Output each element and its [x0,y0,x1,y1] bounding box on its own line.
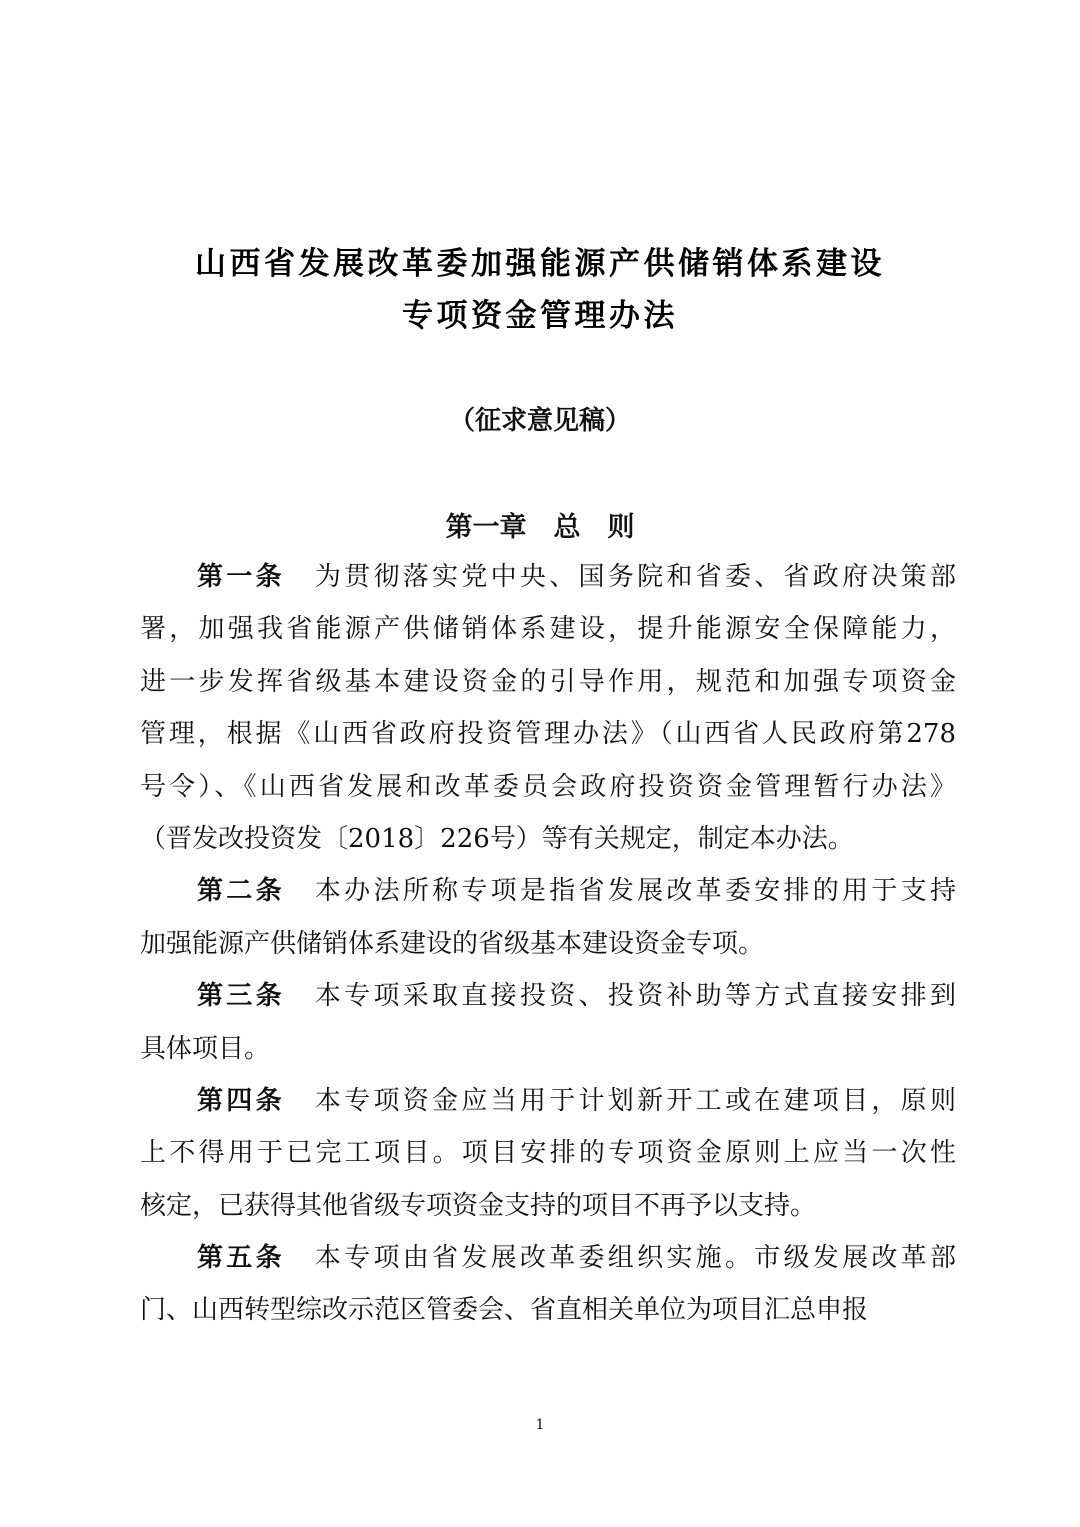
article-text: 为贯彻落实党中央、国务院和省委、省政府决策部 [314,562,956,592]
article-text: 本专项资金应当用于计划新开工或在建项目，原则 [314,1085,956,1116]
article-text: 具体项目。 [140,1033,271,1064]
article-text: 管理，根据《山西省政府投资管理办法》（山西省人民政府第278 [140,719,956,750]
article-label: 第四条 [197,1085,285,1116]
article-text: 加强能源产供储销体系建设的省级基本建设资金专项。 [140,928,765,959]
article-label: 第二条 [197,876,285,907]
article-line [140,1232,956,1284]
chapter-heading: 第一章 总 则 [445,512,635,543]
article-label: 第三条 [197,981,285,1012]
article-label: 第一条 [197,562,285,592]
article-text: 门、山西转型综改示范区管委会、省直相关单位为项目汇总申报 [140,1295,869,1326]
article-line [140,1023,956,1075]
article-text: 核定，已获得其他省级专项资金支持的项目不再予以支持。 [140,1190,817,1221]
article-line [140,865,956,917]
article-line [140,813,956,865]
article-line [140,1180,956,1232]
document-subtitle: （征求意见稿） [448,406,631,436]
article-label: 第五条 [197,1243,285,1274]
document-body [140,551,956,1337]
article-line [140,761,956,813]
article-text: 署，加强我省能源产供储销体系建设，提升能源安全保障能力， [140,614,956,645]
article-text: 进一步发挥省级基本建设资金的引导作用，规范和加强专项资金 [140,666,956,697]
article-line [140,656,956,708]
article-text: 本办法所称专项是指省发展改革委安排的用于支持 [314,876,956,907]
article-line [140,708,956,760]
document-title-line-1: 山西省发展改革委加强能源产供储销体系建设 [195,246,885,282]
page-number: 1 [535,1417,545,1433]
article-text: 本专项采取直接投资、投资补助等方式直接安排到 [314,981,956,1012]
article-line [140,1284,956,1336]
article-text: 号令）、《山西省发展和改革委员会政府投资资金管理暂行办法》 [140,771,956,802]
article-line [140,1075,956,1127]
document-title-line-2: 专项资金管理办法 [402,298,678,334]
article-text: 上不得用于已完工项目。项目安排的专项资金原则上应当一次性 [140,1138,956,1169]
article-text: （晋发改投资发〔2018〕226号）等有关规定，制定本办法。 [140,823,854,854]
article-line [140,918,956,970]
article-line [140,970,956,1022]
article-line [140,1127,956,1179]
article-text: 本专项由省发展改革委组织实施。市级发展改革部 [314,1243,956,1274]
article-line [140,603,956,655]
article-line [140,551,956,603]
